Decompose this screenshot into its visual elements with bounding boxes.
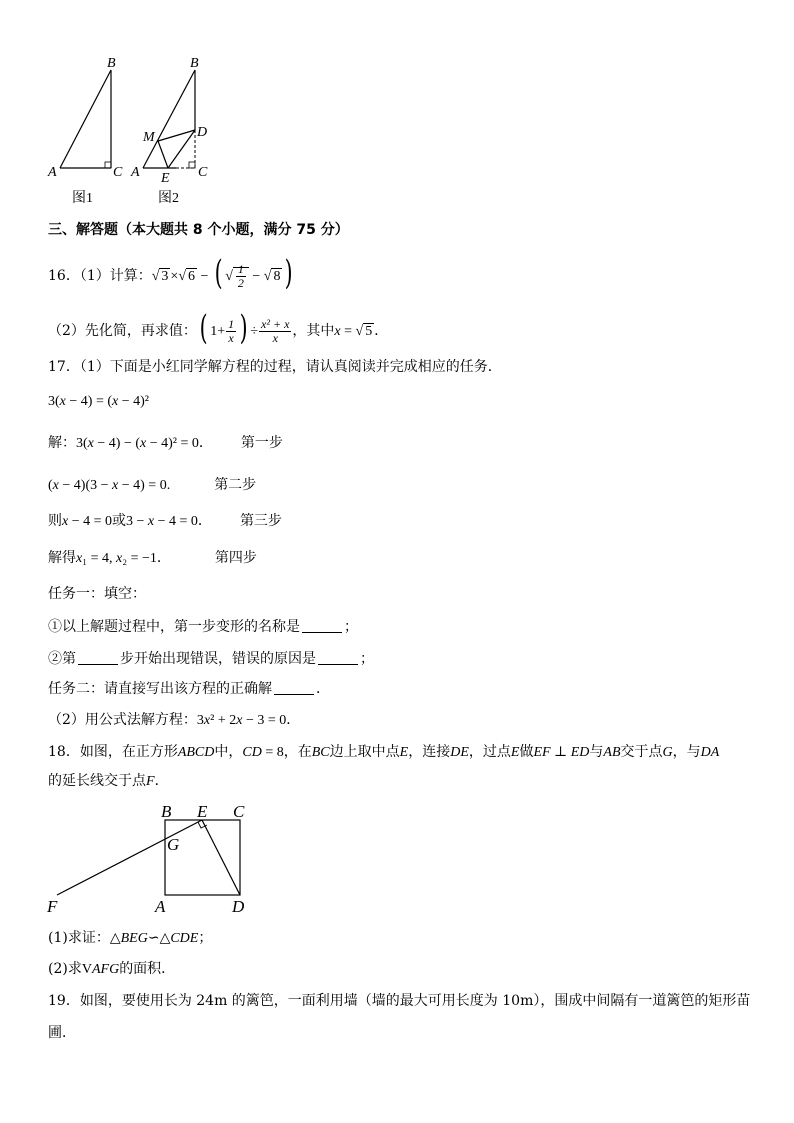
step3-label: 第三步 — [239, 513, 282, 529]
answer-blank-1[interactable] — [302, 619, 342, 633]
triangle-figures — [40, 50, 240, 210]
figure-1 — [47, 56, 123, 206]
q16-part2-label: （2）先化简，再求值： — [48, 323, 197, 339]
fig1-label-A: A — [48, 165, 57, 180]
fig18-label-C: C — [233, 802, 245, 821]
fig2-label-E: E — [161, 171, 170, 186]
step1-label: 第一步 — [240, 435, 283, 451]
fig2-caption: 图2 — [158, 191, 179, 206]
fig18-label-E: E — [197, 802, 208, 821]
q18-line2: 的延长线交于点F． — [48, 773, 169, 789]
fig2-label-M: M — [143, 130, 155, 145]
q16-part2: （2）先化简，再求值：( 1+ $\frac{1}{x}$ ) ÷ $\frac{\text{x² + x}}{x}$ ，其中x = √ 5 ． — [48, 308, 389, 348]
fig2-label-B: B — [190, 56, 199, 71]
fig2-label-D: D — [197, 125, 208, 140]
q17-task2: 任务二：请直接写出该方程的正确解 ． — [48, 681, 330, 697]
q18-sub2: (2)求VAFG的面积． — [48, 961, 176, 977]
q16-part1: 16．（1）计算：√ 3 ×√ 6 − ( √ $\frac{1}{2}$ − √ 8 ) — [48, 253, 294, 293]
square-figure — [40, 798, 270, 920]
answer-blank-4[interactable] — [274, 681, 314, 695]
q17-task1: 任务一：填空： — [48, 586, 146, 602]
q17-task1-b: ②第 步开始出现错误，错误的原因是 ； — [48, 651, 374, 667]
q17-step1: 解：3(x − 4) − (x − 4)² = 0． 第一步 — [48, 435, 283, 451]
q18-line1: 18．如图，在正方形ABCD中，CD = 8，在BC边上取中点E，连接DE，过点E做EF ⊥ ED与AB交于点G，与DA — [48, 744, 720, 760]
q18-sub1: (1)求证：△BEG∽△CDE； — [48, 930, 213, 946]
figure-2 — [130, 56, 208, 206]
step2-label: 第二步 — [214, 477, 257, 493]
q19-line2: 圃． — [48, 1025, 76, 1041]
answer-blank-3[interactable] — [318, 651, 358, 665]
q17-step4: 解得x₁ = 4, x₂ = −1． 第四步 — [48, 550, 257, 566]
q16-cond: ，其中 — [292, 323, 335, 339]
fig18-label-D: D — [232, 897, 245, 916]
q17-task1-a: ①以上解题过程中，第一步变形的名称是 ； — [48, 619, 358, 635]
step4-label: 第四步 — [214, 550, 257, 566]
q17-part2: （2）用公式法解方程：3x² + 2x − 3 = 0． — [48, 712, 301, 728]
fig18-label-A: A — [155, 897, 166, 916]
fig18-label-F: F — [47, 897, 58, 916]
fig2-label-A: A — [131, 165, 140, 180]
section-heading: 三、解答题（本大题共 8 个小题，满分 75 分） — [48, 222, 349, 238]
fig1-caption: 图1 — [72, 191, 93, 206]
q17-step3: 则x − 4 = 0或3 − x − 4 = 0． 第三步 — [48, 513, 282, 529]
q19-line1: 19．如图，要使用长为 24m 的篱笆，一面利用墙（墙的最大可用长度为 10m），围成中间隔有一道篱笆的矩形苗 — [48, 993, 751, 1009]
q17-step2: (x − 4)(3 − x − 4) = 0. 第二步 — [48, 477, 257, 493]
q17-equation: 3(x − 4) = (x − 4)² — [48, 394, 149, 409]
fig1-label-C: C — [113, 165, 123, 180]
fig18-label-B: B — [161, 802, 172, 821]
fig1-label-B: B — [107, 56, 116, 71]
q16-expr1: √ 3 ×√ 6 − — [151, 269, 212, 284]
q16-label: 16．（1）计算： — [48, 268, 152, 284]
fig2-label-C: C — [198, 165, 208, 180]
q17-intro: 17．（1）下面是小红同学解方程的过程，请认真阅读并完成相应的任务． — [48, 359, 502, 375]
answer-blank-2[interactable] — [78, 651, 118, 665]
fig18-label-G: G — [167, 835, 180, 854]
